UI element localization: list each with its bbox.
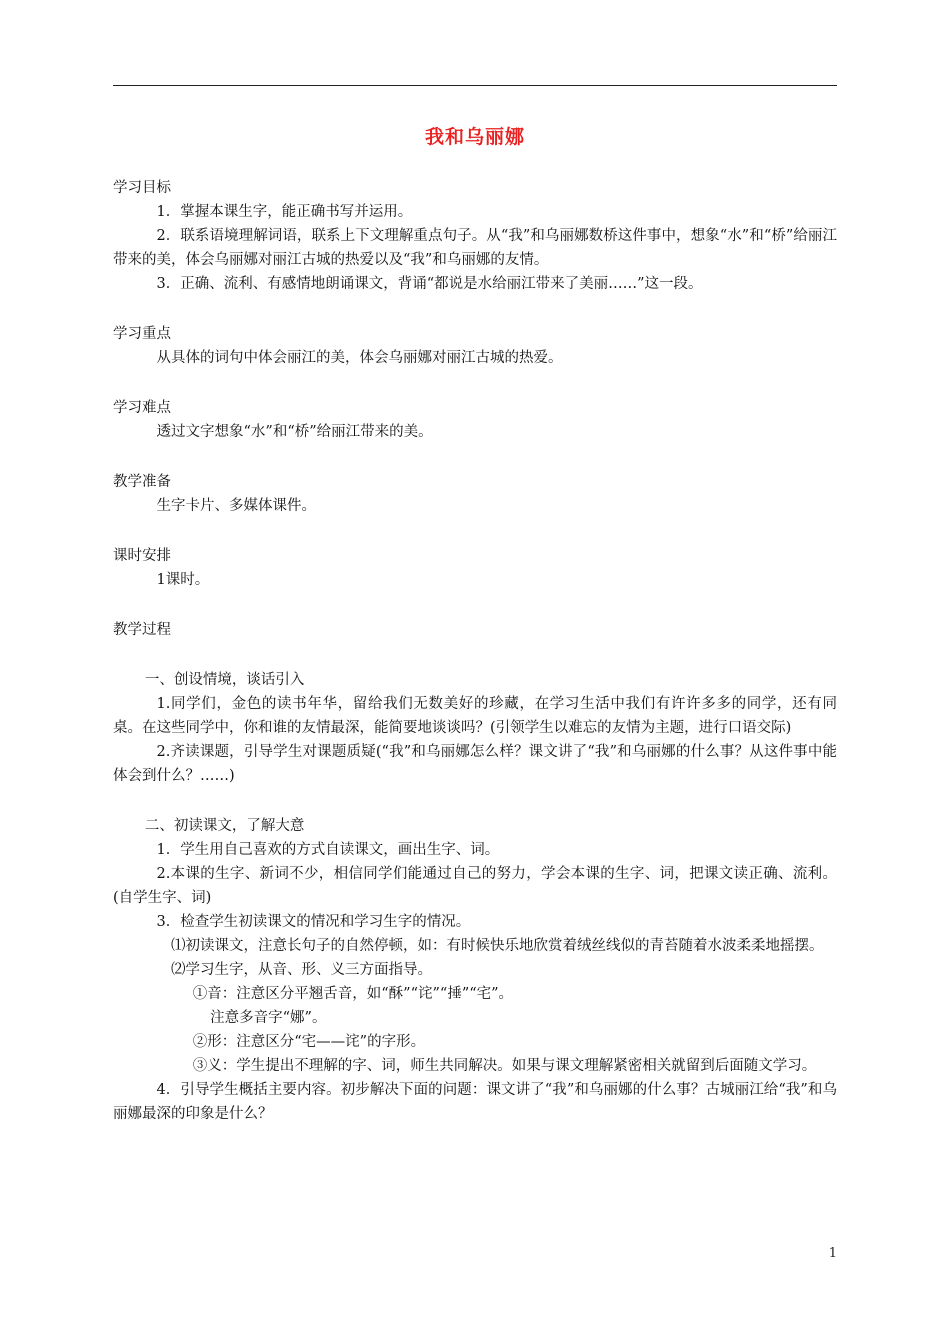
part2-item: 3．检查学生初读课文的情况和学习生字的情况。	[156, 914, 471, 930]
goal-item: 3．正确、流利、有感情地朗诵课文，背诵“都说是水给丽江带来了美丽……”这一段。	[156, 276, 703, 292]
part1-item: 2.齐读课题，引导学生对课题质疑(“我”和乌丽娜怎么样？课文讲了“我”和乌丽娜的什么事？从这件事中能体会到什么？……)	[113, 744, 837, 784]
header-rule	[113, 85, 837, 86]
part2-item: 1．学生用自己喜欢的方式自读课文，画出生字、词。	[156, 842, 500, 858]
focus-heading: 学习重点	[113, 326, 171, 342]
goals-heading: 学习目标	[113, 180, 171, 196]
schedule-text: 1课时。	[156, 572, 210, 588]
part2-heading: 二、初读课文，了解大意	[144, 818, 305, 834]
document-body	[113, 176, 837, 1126]
page-title: 我和乌丽娜	[424, 126, 525, 148]
part2-subsubitem-note: 注意多音字“娜”。	[210, 1010, 327, 1026]
part2-subsubitem: ①音：注意区分平翘舌音，如“酥”“诧”“捶”“宅”。	[192, 986, 514, 1002]
difficulty-heading: 学习难点	[113, 400, 171, 416]
goal-item: 1．掌握本课生字，能正确书写并运用。	[156, 204, 413, 220]
part2-subitem: ⑵学习生字，从音、形、义三方面指导。	[171, 962, 432, 978]
goal-item: 2．联系语境理解词语，联系上下文理解重点句子。从“我”和乌丽娜数桥这件事中，想象“水”和“桥”给丽江带来的美，体会乌丽娜对丽江古城的热爱以及“我”和乌丽娜的友情。	[113, 228, 837, 268]
part2-subsubitem: ②形：注意区分“宅——诧”的字形。	[192, 1034, 426, 1050]
part2-subitem: ⑴初读课文，注意长句子的自然停顿，如：有时候快乐地欣赏着绒丝线似的青苔随着水波柔柔地摇摆。	[171, 938, 824, 954]
prep-text: 生字卡片、多媒体课件。	[156, 498, 316, 514]
process-heading: 教学过程	[113, 622, 171, 638]
part1-heading: 一、创设情境，谈话引入	[144, 672, 305, 688]
page-number: 1	[828, 1246, 837, 1261]
focus-text: 从具体的词句中体会丽江的美，体会乌丽娜对丽江古城的热爱。	[156, 350, 563, 366]
part2-item: 4．引导学生概括主要内容。初步解决下面的问题：课文讲了“我”和乌丽娜的什么事？古城丽江给“我”和乌丽娜最深的印象是什么？	[113, 1082, 837, 1122]
schedule-heading: 课时安排	[113, 548, 171, 564]
prep-heading: 教学准备	[113, 474, 171, 490]
part2-subsubitem: ③义：学生提出不理解的字、词，师生共同解决。如果与课文理解紧密相关就留到后面随文学习。	[192, 1058, 817, 1074]
difficulty-text: 透过文字想象“水”和“桥”给丽江带来的美。	[156, 424, 433, 440]
part1-item: 1.同学们，金色的读书年华，留给我们无数美好的珍藏，在学习生活中我们有许许多多的同学，还有同桌。在这些同学中，你和谁的友情最深，能简要地谈谈吗？(引领学生以难忘的友情为主题，进行口语交际)	[113, 696, 837, 736]
part2-item: 2.本课的生字、新词不少，相信同学们能通过自己的努力，学会本课的生字、词，把课文读正确、流利。(自学生字、词)	[113, 866, 837, 906]
